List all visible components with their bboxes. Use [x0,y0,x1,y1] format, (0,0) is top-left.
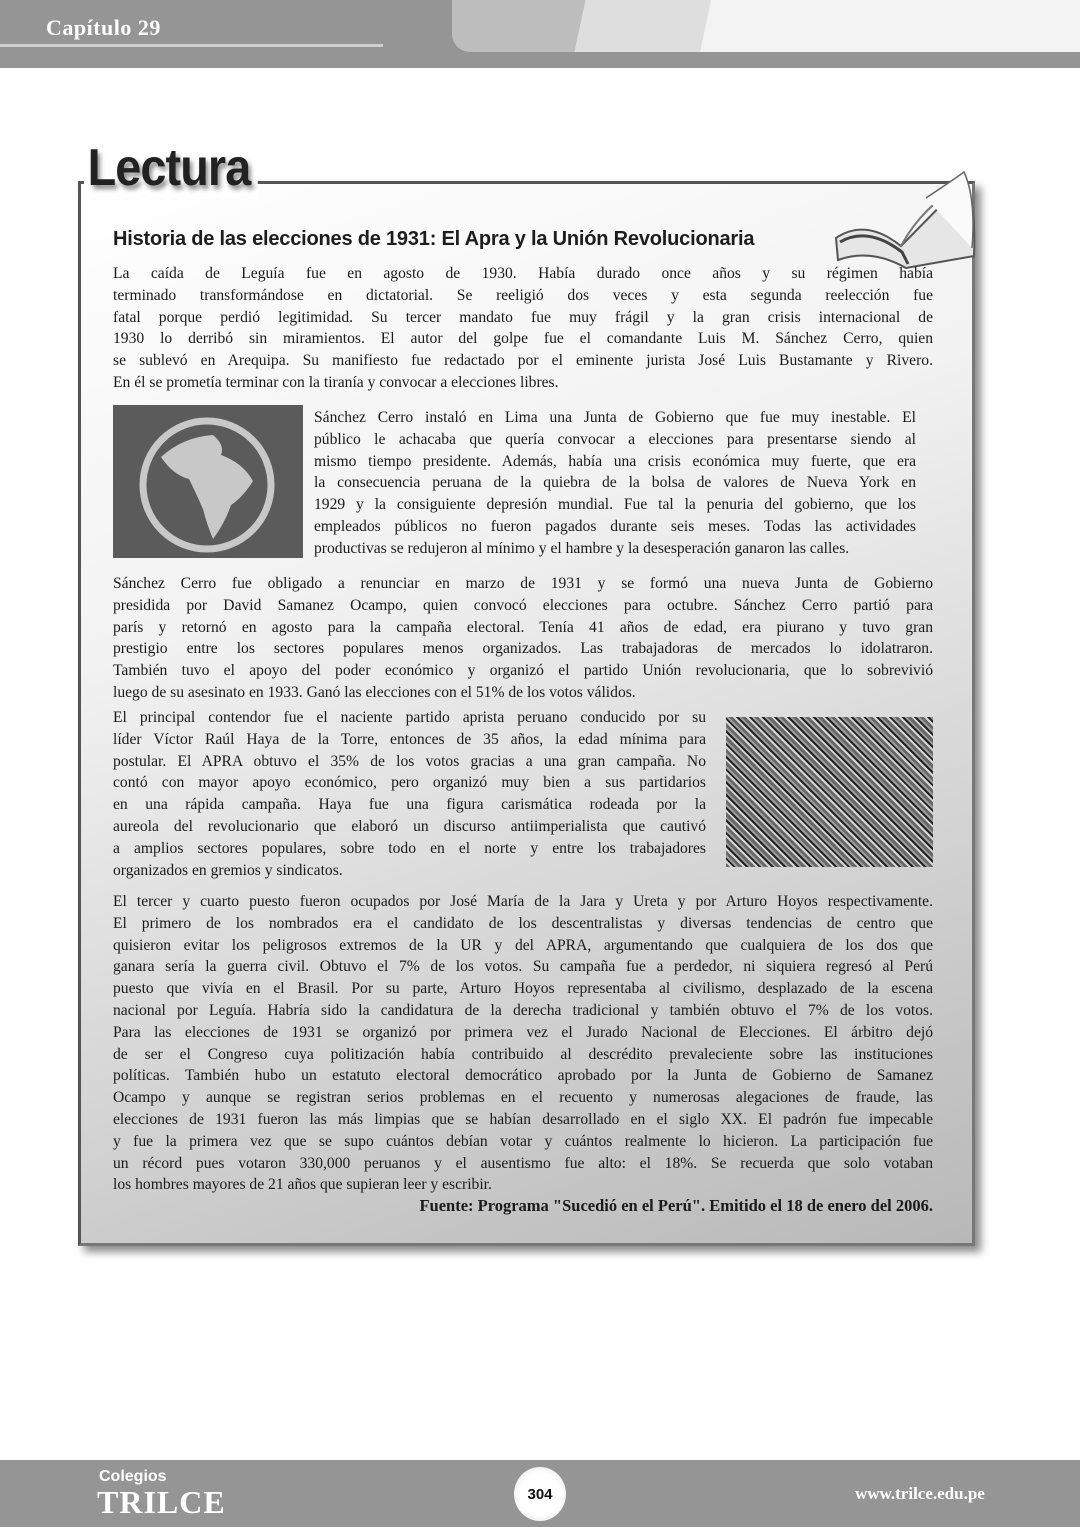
text-line: y fue la primera vez que se supo cuántos debían votar y cuántos realmente lo hicieron. La participación fue [113,1132,933,1150]
text-line: público le achacaba que quería convocar a elecciones para presentarse siendo al [314,430,916,448]
page-footer [0,1460,1080,1527]
text-line: los hombres mayores de 21 años que supieran leer y escribir. [113,1176,492,1194]
header-decoration [760,0,1080,52]
brand-small: Colegios [99,1468,167,1485]
source-citation: Fuente: Programa "Sucedió en el Perú". Emitido el 18 de enero del 2006. [419,1196,933,1215]
website-url: www.trilce.edu.pe [855,1484,985,1503]
page-number: 304 [514,1467,566,1521]
text-line: El tercer y cuarto puesto fueron ocupados por José María de la Jara y Ureta y por Arturo Hoyos respectivamente. [113,893,933,910]
article-title: Historia de las elecciones de 1931: El Apra y la Unión Revolucionaria [113,228,755,250]
text-line: productivas se redujeron al mínimo y el hambre y la desesperación ganaron las calles. [314,539,850,557]
text-line: aureola del revolucionario que elaboró un discurso antiimperialista que cautivó [113,817,706,835]
text-line: ganara sería la guerra civil. Obtuvo el 7% de los votos. Su campaña fue a perdedor, ni siquiera regresó al Perú [113,958,933,976]
section-title: Lectura [84,138,258,198]
text-line: 1929 y la consiguiente depresión mundial. Fue tal la penuria del gobierno, que los [314,496,916,514]
globe-image [113,405,303,558]
paragraph-2 [314,407,916,560]
text-line: prestigio entre los sectores populares menos organizados. Las trabajadoras de mercados lo idolatraron. [113,640,933,658]
text-line: parís y retornó en agosto para la campaña electoral. Tenía 41 años de edad, era piurano y tuvo gran [113,618,933,636]
header-decoration [574,0,715,52]
paragraph-5 [113,891,933,1196]
text-line: puesto que vivía en el Brasil. Por su parte, Arturo Hoyos representaba al civilismo, desplazado de la escena [113,980,933,998]
chapter-label: Capítulo 29 [46,15,161,40]
paragraph-3 [113,573,933,704]
paragraph-4 [113,707,706,881]
paragraph-1 [113,263,933,394]
text-line: un récord pues votaron 330,000 peruanos y el ausentismo fue alto: el 18%. Se recuerda que solo votaban [113,1154,933,1172]
text-line: contó con mayor apoyo económico, pero organizó muy bien a sus partidarios [113,774,706,792]
text-line: de ser el Congreso cuya politización había contribuido al descrédito prevaleciente sobre las instituciones [113,1045,933,1063]
text-line: También tuvo el apoyo del poder económico y organizó el partido Unión revolucionaria, que lo sobrevivió [113,662,933,680]
text-line: a amplios sectores populares, sobre todo en el norte y entre los trabajadores [113,839,706,857]
brand-logo: TRILCE [97,1484,226,1520]
text-line: fatal porque perdió legitimidad. Su tercer mandato fue muy frágil y la gran crisis internacional de [113,308,933,326]
text-line: la consecuencia peruana de la quiebra de la bolsa de valores de Nueva York en [314,474,916,492]
text-line: nacional por Leguía. Habría sido la candidatura de la derecha tradicional y también obtuvo el 7% de los votos. [113,1001,933,1019]
text-line: luego de su asesinato en 1933. Ganó las elecciones con el 51% de los votos válidos. [113,683,636,701]
text-line: El primero de los nombrados era el candidato de los descentralistas y diversas tendencias de centro que [113,914,933,932]
text-line: quisieron evitar los peligrosos extremos de la UR y del APRA, argumentando que cualquiera de los dos que [113,936,933,954]
text-line: elecciones de 1931 fueron las más limpias que se habían desarrollado en el siglo XX. El padrón fue impecable [113,1110,933,1128]
text-line: se sublevó en Arequipa. Su manifiesto fue redactado por el eminente jurista José Luis Bustamante y Rivero. [113,352,933,370]
text-line: Para las elecciones de 1931 se organizó por primera vez el Jurado Nacional de Elecciones. El árbitro dejó [113,1023,933,1041]
text-line: La caída de Leguía fue en agosto de 1930. Había durado once años y su régimen había [113,265,933,282]
text-line: Ocampo y aunque se registran serios problemas en el recuento y numerosas alegaciones de fraude, las [113,1089,933,1107]
text-line: líder Víctor Raúl Haya de la Torre, entonces de 35 años, la edad mínima para [113,730,706,748]
text-line: organizados en gremios y sindicatos. [113,861,343,879]
text-line: políticas. También hubo un estatuto electoral democrático aprobado por la Junta de Gobierno de Samanez [113,1067,933,1085]
text-line: 1930 lo derribó sin miramientos. El autor del golpe fue el comandante Luis M. Sánchez Cerro, quien [113,330,933,348]
header-underline [0,44,383,47]
open-book-icon [826,168,978,276]
page-header [0,0,1080,68]
text-line: mismo tiempo presidente. Además, había una crisis económica muy fuerte, que era [314,452,916,470]
text-line: El principal contendor fue el naciente partido aprista peruano conducido por su [113,709,706,726]
rally-crowd-photo [726,717,933,867]
text-line: empleados públicos no fueron pagados durante seis meses. Todas las actividades [314,517,916,535]
text-line: terminado transformándose en dictatorial. Se reeligió dos veces y esta segunda reelección fue [113,286,933,304]
text-line: Sánchez Cerro fue obligado a renunciar en marzo de 1931 y se formó una nueva Junta de Gobierno [113,575,933,592]
text-line: presidida por David Samanez Ocampo, quien convocó elecciones para octubre. Sánchez Cerro partió para [113,596,933,614]
text-line: En él se prometía terminar con la tiranía y convocar a elecciones libres. [113,373,559,391]
text-line: postular. El APRA obtuvo el 35% de los votos gracias a una gran campaña. No [113,752,706,770]
text-line: en una rápida campaña. Haya fue una figura carismática rodeada por la [113,796,706,814]
text-line: Sánchez Cerro instaló en Lima una Junta de Gobierno que fue muy inestable. El [314,409,916,426]
